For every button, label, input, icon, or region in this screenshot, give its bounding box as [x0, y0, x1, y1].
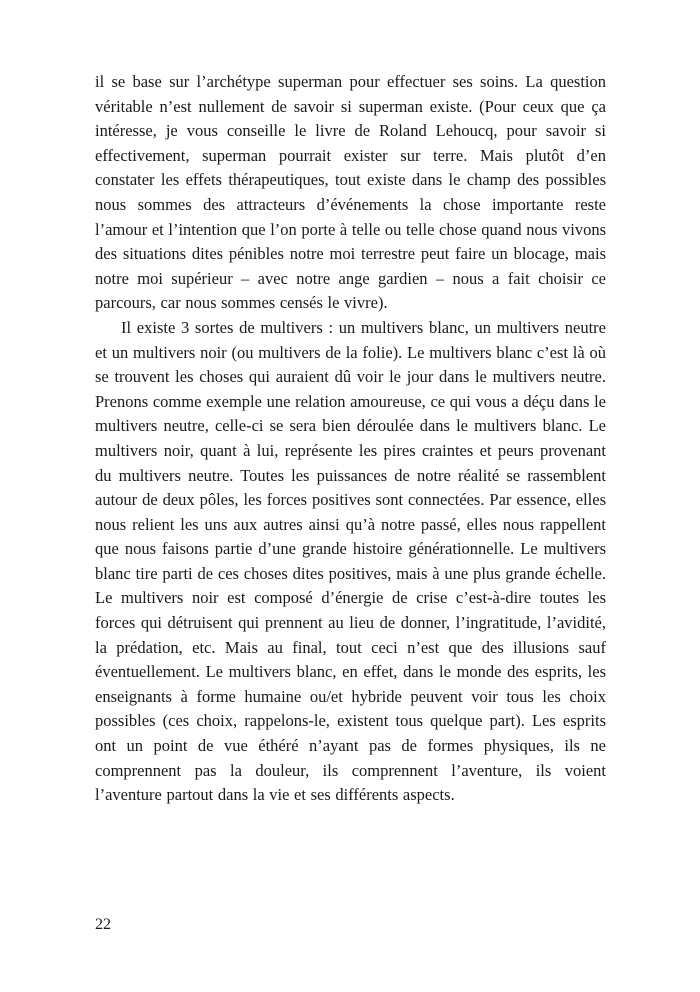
paragraph: il se base sur l’archétype superman pour effectuer ses soins. La question véritable n’est nullement de savoir si superman existe. (Pour ceux que ça intéresse, je vous conseille le livre de Roland Lehoucq, pour savoir si effectivement, superman pourrait exister sur terre. Mais plutôt d’en constater les effets thérapeutiques, tout existe dans le champ des possibles nous sommes des attracteurs d’événements la chose importante reste l’amour et l’intention que l’on porte à telle ou telle chose quand nous vivons des situations dites pénibles notre moi terrestre peut faire un blocage, mais notre moi supérieur – avec notre ange gardien – nous a fait choisir ce parcours, car nous sommes censés le vivre).: [95, 72, 606, 313]
page-number: 22: [95, 916, 111, 933]
body-text: [95, 70, 606, 808]
paragraph: Il existe 3 sortes de multivers : un multivers blanc, un multivers neutre et un multivers noir (ou multivers de la folie). Le multivers blanc c’est là où se trouvent les choses qui auraient dû voir le jour dans le multivers neutre. Prenons comme exemple une relation amoureuse, ce qui vous a déçu dans le multivers neutre, celle-ci se sera bien déroulée dans le multivers blanc. Le multivers noir, quant à lui, représente les pires craintes et peurs provenant du multivers neutre. Toutes les puissances de notre réalité se rassemblent autour de deux pôles, les forces positives sont connectées. Par essence, elles nous relient les uns aux autres ainsi qu’à notre passé, elles nous rappellent que nous faisons partie d’une grande histoire générationnelle. Le multivers blanc tire parti de ces choses dites positives, mais à une plus grande échelle. Le multivers noir est composé d’énergie de crise c’est-à-dire toutes les forces qui détruisent qui prennent au lieu de donner, l’ingratitude, l’avidité, la prédation, etc. Mais au final, tout ceci n’est que des illusions sauf éventuellement. Le multivers blanc, en effet, dans le monde des esprits, les enseignants à forme humaine ou/et hybride peuvent voir tous les choix possibles (ces choix, rappelons-le, existent tous quelque part). Les esprits ont un point de vue éthéré n’ayant pas de formes physiques, ils ne comprennent pas la douleur, ils comprennent l’aventure, ils voient l’aventure partout dans la vie et ses différents aspects.: [95, 317, 606, 805]
